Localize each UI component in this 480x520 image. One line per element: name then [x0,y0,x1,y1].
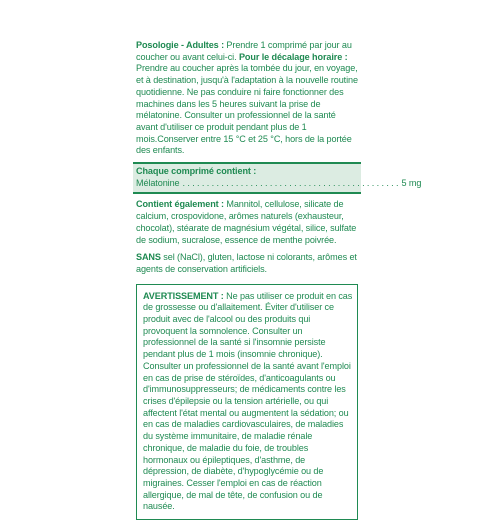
free-of-label: SANS [136,252,161,263]
dosage-label: Posologie - Adultes : [136,40,224,50]
medicinal-ingredients-box [133,162,422,194]
ingredient-row [136,177,422,190]
warning-box [136,284,358,520]
warning-text: Ne pas utiliser ce produit en cas de grossesse ou d'allaitement. Éviter d'utiliser ce produit avec de l'alcool ou des produits qui provoquent la somnolence. Consulter un professionnel de la santé si l'insomnie persiste pendant plus de 1 mois (insomnie chronique). Consulter un professionnel de la santé avant l'emploi en cas de prise de stéroïdes, d'anticoagulants ou d'immunosuppresseurs; de médicaments contre les crises d'épilepsie ou la tension artérielle, ou qui affectent l'état mental ou augmentent la sédation; ou en cas de maladies cardiovasculaires, de maladies du système immunitaire, de maladie rénale chronique, de maladie du foie, de troubles hormonaux ou épileptiques, d'asthme, de dépression, de diabète, d'hypoglycémie ou de migraines. Cesser l'emploi en cas de réaction allergique, de mal de tête, de confusion ou de nausée. [143,290,353,512]
ingredient-dot-leader: . . . . . . . . . . . . . . . . . . . . . . . . . . . . . . . . . . . . . . . . . . . . . [182,177,399,188]
also-contains-label: Contient également : [136,199,224,210]
ingredient-amount: 5 mg [401,177,422,188]
jetlag-label: Pour le décalage horaire : [238,51,348,62]
free-of-text: sel (NaCl), gluten, lactose ni colorants, arômes et agents de conservation artificiels. [136,252,357,274]
ingredients-heading: Chaque comprimé contient : [136,166,257,177]
free-of-section [136,252,358,275]
non-medicinal-section [136,199,358,246]
also-contains-text: Mannitol, cellulose, silicate de calcium, crospovidone, arômes naturels (exhausteur, chocolat), stéarate de magnésium végétal, silice, sulfate de sodium, sucralose, essence de menthe poivrée. [136,199,357,245]
warning-text-block [143,291,353,513]
ingredient-name: Mélatonine [136,177,180,188]
jetlag-text: Prendre au coucher après la tombée du jour, en voyage, et à destination, jusqu'à l'adaptation à la nouvelle routine quotidienne. Ne pas conduire ni faire fonctionner des machines dans les 5 heures suivant la prise de mélatonine. Consulter un professionnel de la santé avant d'utiliser ce produit pendant plus de 1 mois.Conserver entre 15 °C et 25 °C, hors de la portée des enfants. [136,63,358,156]
dosage-section [136,40,358,157]
dosage-text: Prendre 1 comprimé par jour au coucher ou avant celui-ci. [136,40,352,62]
label-panel [136,40,422,520]
warning-label: AVERTISSEMENT : [143,290,224,301]
